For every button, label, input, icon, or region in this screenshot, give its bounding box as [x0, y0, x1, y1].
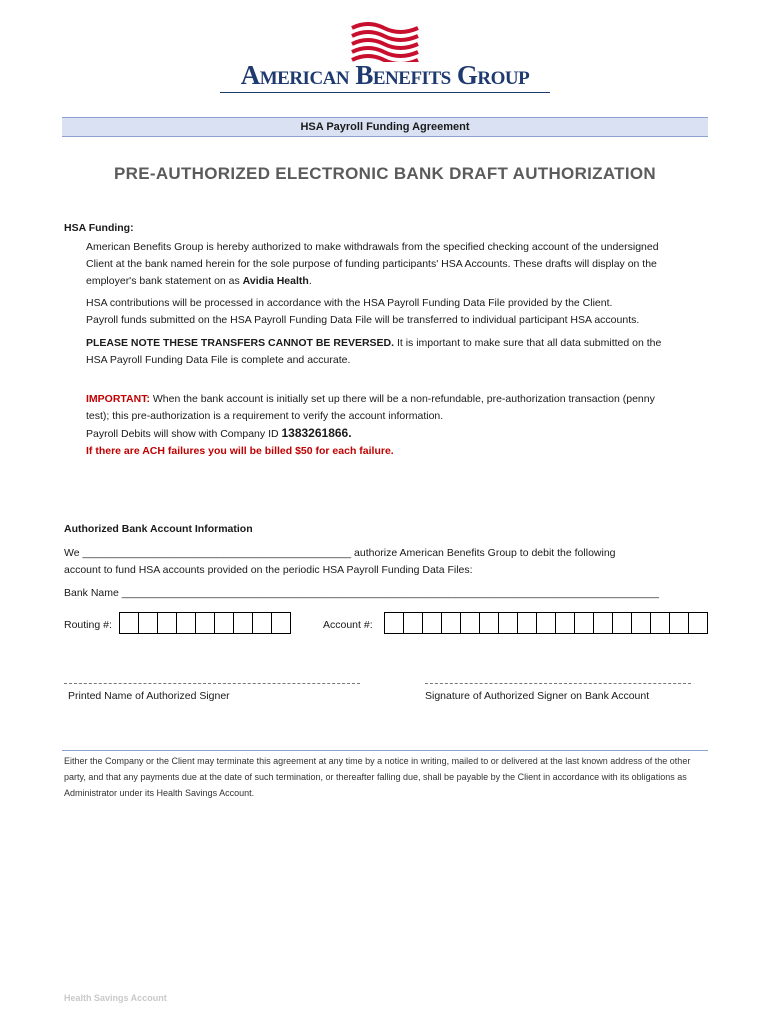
paragraph-line: HSA contributions will be processed in accordance with the HSA Payroll Funding Data File provided by the Client. [86, 297, 613, 309]
digit-box[interactable] [119, 612, 139, 634]
printed-name-label: Printed Name of Authorized Signer [68, 690, 230, 702]
digit-box[interactable] [403, 612, 423, 634]
company-logo [0, 22, 770, 93]
digit-box[interactable] [498, 612, 518, 634]
digit-box[interactable] [233, 612, 253, 634]
paragraph-text: When the bank account is initially set up there will be a non-refundable, pre-authorization transaction (penny [149, 393, 655, 405]
printed-name-line[interactable] [64, 683, 360, 685]
digit-box[interactable] [252, 612, 272, 634]
signature-label: Signature of Authorized Signer on Bank Account [425, 690, 650, 702]
digit-box[interactable] [195, 612, 215, 634]
paragraph-line: account to fund HSA accounts provided on the periodic HSA Payroll Funding Data Files: [64, 564, 473, 576]
digit-box[interactable] [612, 612, 632, 634]
signature-line[interactable] [425, 683, 691, 685]
ach-failure-notice: If there are ACH failures you will be billed $50 for each failure. [86, 445, 394, 457]
paragraph-text: It is important to make sure that all data submitted on the [394, 337, 662, 349]
termination-note: Either the Company or the Client may terminate this agreement at any time by a notice in writing, mailed to or delivered at the last known address of the other party, and that any payments due at the date of such termination, or thereafter falling due, shall be payable by the Client in accordance with its obligations as Administrator under its Health Savings Account. [64, 756, 691, 798]
paragraph-text: employer's bank statement on as [86, 275, 243, 287]
routing-label: Routing #: [64, 619, 112, 631]
paragraph-line: HSA Payroll Funding Data File is complete and accurate. [86, 354, 351, 366]
paragraph-text: . [308, 275, 312, 287]
account-label: Account #: [323, 619, 373, 631]
hsa-funding-label: HSA Funding: [64, 222, 134, 234]
digit-box[interactable] [422, 612, 442, 634]
digit-box[interactable] [574, 612, 594, 634]
paragraph-line: test); this pre-authorization is a requirement to verify the account information. [86, 410, 444, 422]
digit-box[interactable] [214, 612, 234, 634]
digit-box[interactable] [555, 612, 575, 634]
digit-box[interactable] [479, 612, 499, 634]
bank-display-name: Avidia Health [242, 275, 309, 287]
paragraph-line: Payroll funds submitted on the HSA Payroll Funding Data File will be transferred to individual participant HSA accounts. [86, 314, 640, 326]
digit-box[interactable] [650, 612, 670, 634]
digit-box[interactable] [517, 612, 537, 634]
digit-box[interactable] [593, 612, 613, 634]
footer-label: Health Savings Account [64, 993, 167, 1003]
paragraph-line [86, 391, 655, 407]
digit-box[interactable] [176, 612, 196, 634]
agreement-title-bar: HSA Payroll Funding Agreement [62, 117, 708, 137]
transfer-warning: PLEASE NOTE THESE TRANSFERS CANNOT BE REVERSED. [86, 337, 395, 349]
bank-name-field[interactable]: Bank Name ____________________________________________________________________________________________ [64, 587, 660, 599]
account-number-input[interactable] [384, 612, 707, 634]
flag-icon [350, 22, 420, 62]
page-title: PRE-AUTHORIZED ELECTRONIC BANK DRAFT AUTHORIZATION [114, 164, 656, 183]
bank-info-heading: Authorized Bank Account Information [64, 523, 253, 535]
paragraph-line: American Benefits Group is hereby authorized to make withdrawals from the specified checking account of the undersigned [86, 241, 659, 253]
digit-box[interactable] [157, 612, 177, 634]
footer-divider [62, 750, 708, 751]
paragraph-line: Client at the bank named herein for the sole purpose of funding participants' HSA Accounts. These drafts will display on the [86, 258, 657, 270]
company-id: 1383261866. [281, 426, 352, 440]
digit-box[interactable] [669, 612, 689, 634]
logo-text: American Benefits Group [240, 60, 530, 90]
digit-box[interactable] [441, 612, 461, 634]
paragraph-line [86, 273, 312, 289]
digit-box[interactable] [688, 612, 708, 634]
authorizer-name-field[interactable]: We ______________________________________________ authorize American Benefits Group to debit the following [64, 547, 616, 559]
digit-box[interactable] [536, 612, 556, 634]
digit-box[interactable] [138, 612, 158, 634]
digit-box[interactable] [384, 612, 404, 634]
paragraph-line [86, 425, 352, 442]
important-label: IMPORTANT: [86, 393, 150, 405]
routing-number-input[interactable] [119, 612, 290, 634]
logo-rule [220, 92, 550, 93]
paragraph-line [86, 335, 661, 351]
paragraph-text: Payroll Debits will show with Company ID [86, 428, 282, 440]
digit-box[interactable] [631, 612, 651, 634]
digit-box[interactable] [460, 612, 480, 634]
digit-box[interactable] [271, 612, 291, 634]
